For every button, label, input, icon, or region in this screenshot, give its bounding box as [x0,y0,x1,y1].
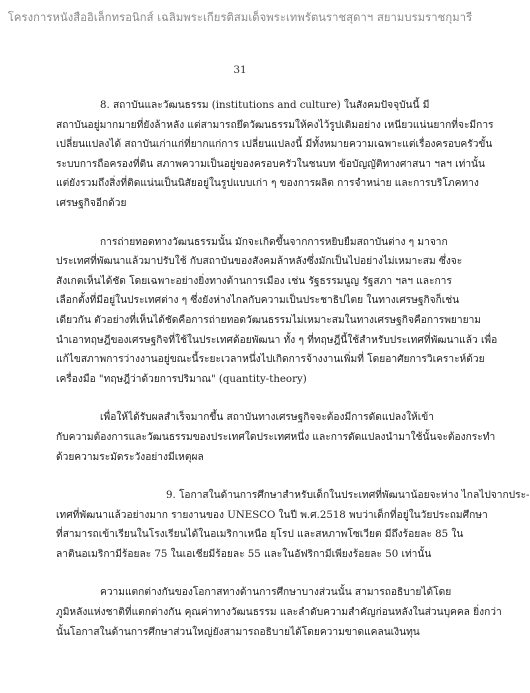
text-line: การถ่ายทอดทางวัฒนธรรมนั้น มักจะเกิดขึ้นจากการหยิบยืมสถาบันต่าง ๆ มาจาก [100,236,448,248]
text-line: สถาบันอยู่มากมายที่ยังล้าหลัง แต่สามารถยึดวัฒนธรรมให้คงไว้รูปเดิมอย่าง เหนียวแน่นยากที่จะมีการ [56,119,494,131]
text-line: ประเทศที่พัฒนาแล้วมาปรับใช้ กับสถาบันของสังคมล้าหลังซึ่งมักเป็นไปอย่างไม่เหมาะสม ซึ่งจะ [56,256,463,268]
paragraph-adaptation [56,408,496,467]
text-line: นั้นโอกาสในด้านการศึกษาส่วนใหญ่ยังสามารถอธิบายได้โดยความขาดแคลนเงินทุน [56,626,420,638]
text-line: เทศที่พัฒนาแล้วอย่างมาก รายงานของ UNESCO ในปี พ.ศ.2518 พบว่าเด็กที่อยู่ในวัยประถมศึกษา [56,509,488,521]
text-line: ความแตกต่างกันของโอกาสทางด้านการศึกษาบางส่วนนั้น สามารถอธิบายได้โดย [100,587,452,599]
text-line: เลือกตั้งที่มีอยู่ในประเทศต่าง ๆ ซึ่งยังห่างไกลกับความเป็นประชาธิปไตย ในทางเศรษฐกิจก็เช่น [56,295,460,307]
text-line: แก้ไขสภาพการว่างงานอยู่ขณะนี้ระยะเวลาหนึ่งไปเกิดการจ้างงานเพิ่มที่ โดยอาศัยการวิเคราะห์ด้วย [56,354,485,366]
text-line: แต่ยังรวมถึงสิ่งที่ติดแน่นเป็นนิสัยอยู่ในรูปแบบเก่า ๆ ของการผลิต การจำหน่าย และการบริโภคทาง [56,178,479,190]
paragraph-education-differences [56,583,502,642]
paragraph-institutions-culture [56,96,494,214]
text-line: กับความต้องการและวัฒนธรรมของประเทศใดประเทศหนึ่ง และการดัดแปลงนำมาใช้นั้นจะต้องกระทำ [56,431,496,443]
paragraph-cultural-transfer [56,233,498,390]
page-number: 31 [233,64,247,76]
text-line: ลาตินอเมริกามีร้อยละ 75 ในเอเชียมีร้อยละ 55 และในอัฟริกามีเพียงร้อยละ 50 เท่านั้น [56,548,432,560]
text-line: ที่สามารถเข้าเรียนในโรงเรียนได้ในอเมริกาเหนือ ยุโรป และสหภาพโซเวียต มีถึงร้อยละ 85 ใน [56,529,464,541]
text-line: 9. โอกาสในด้านการศึกษาสำหรับเด็กในประเทศที่พัฒนาน้อยจะห่าง ไกลไปจากประ- [166,490,530,502]
text-line: เศรษฐกิจอีกด้วย [56,197,127,209]
paragraph-education-opportunity [56,486,530,564]
text-line: 8. สถาบันและวัฒนธรรม (institutions and culture) ในสังคมปัจจุบันนี้ มี [100,100,430,111]
text-line: สังเกตเห็นได้ชัด โดยเฉพาะอย่างยิ่งทางด้านการเมือง เช่น รัฐธรรมนูญ รัฐสภา ฯลฯ และการ [56,275,452,287]
text-line: ระบบการถือครองที่ดิน สภาพความเป็นอยู่ของครอบครัวในชนบท ข้อบัญญัติทางศาสนา ฯลฯ เท่านั้น [56,158,485,170]
text-line: ภูมิหลังแห่งชาติที่แตกต่างกัน คุณค่าทางวัฒนธรรม และลำดับความสำคัญก่อนหลังในส่วนบุคคล ยิ่งกว่า [56,607,502,619]
text-line: เดียวกัน ตัวอย่างที่เห็นได้ชัดคือการถ่ายทอดวัฒนธรรมไม่เหมาะสมในทางเศรษฐกิจคือการพยายาม [56,314,482,326]
text-line: นำเอาทฤษฎีของเศรษฐกิจที่ใช้ในประเทศด้อยพัฒนา ทั้ง ๆ ที่ทฤษฎีนี้ใช้สำหรับประเทศที่พัฒนาแล้ว เพื่อ [56,334,498,346]
text-line: เปลี่ยนแปลงได้ สถาบันเก่าแก่ที่ยากแก่การ เปลี่ยนแปลงนี้ มีทั้งหมายความเฉพาะแต่เรื่องครอบครัวขั้น [56,139,493,151]
document-body [56,96,530,642]
text-line: เครื่องมือ "ทฤษฎีว่าด้วยการปริมาณ" (quantity-theory) [56,373,307,385]
text-line: ด้วยความระมัดระวังอย่างมีเหตุผล [56,451,204,463]
text-line: เพื่อให้ได้รับผลสำเร็จมากขึ้น สถาบันทางเศรษฐกิจจะต้องมีการดัดแปลงให้เข้า [100,412,434,424]
book-project-header: โครงการหนังสืออิเล็กทรอนิกส์ เฉลิมพระเกียรติสมเด็จพระเทพรัตนราชสุดาฯ สยามบรมราชกุมารี [7,11,473,24]
